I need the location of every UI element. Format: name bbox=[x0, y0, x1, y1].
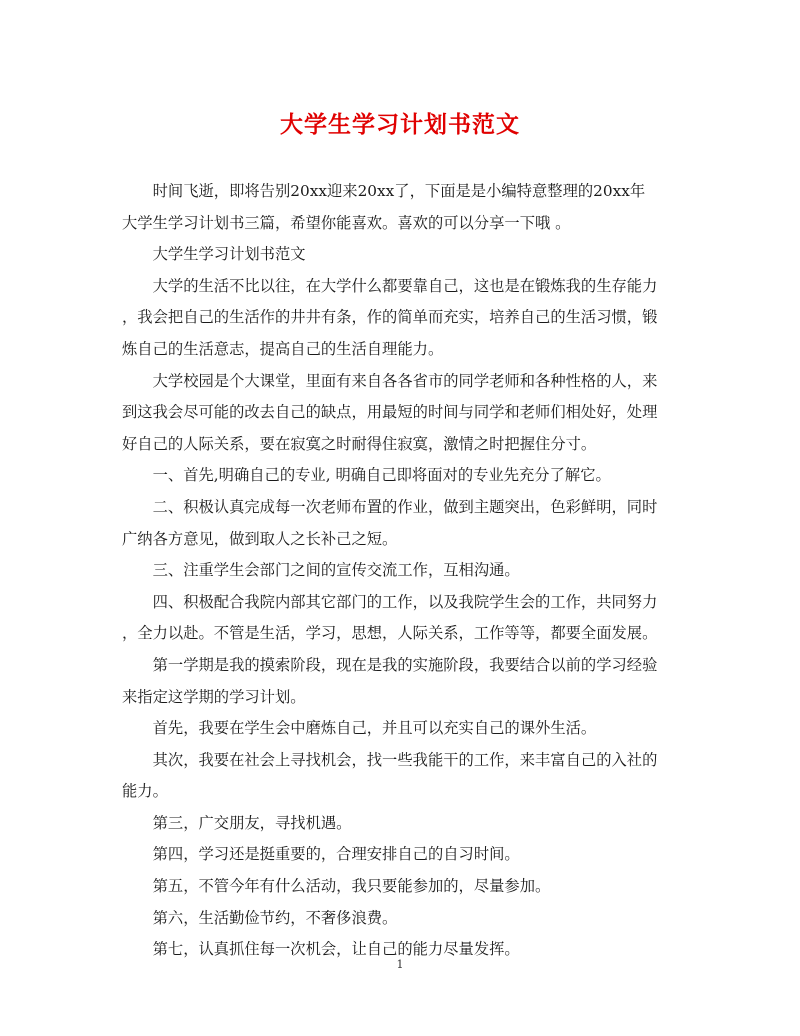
paragraph bbox=[122, 871, 674, 903]
paragraph-line: 好自己的人际关系，要在寂寞之时耐得住寂寞，激情之时把握住分寸。 bbox=[122, 434, 597, 453]
paragraph-line: 其次，我要在社会上寻找机会，找一些我能干的工作，来丰富自己的入社的 bbox=[152, 750, 658, 769]
paragraph-line: ，全力以赴。不管是生活，学习，思想，人际关系，工作等等，都要全面发展。 bbox=[122, 624, 658, 643]
paragraph-line: 大学的生活不比以往，在大学什么都要靠自己，这也是在锻炼我的生存能力 bbox=[152, 276, 658, 295]
paragraph-line: 二、积极认真完成每一次老师布置的作业，做到主题突出，色彩鲜明，同时 bbox=[152, 497, 658, 516]
paragraph bbox=[122, 650, 674, 713]
paragraph bbox=[122, 745, 674, 808]
paragraph-line: 大学生学习计划书三篇，希望你能喜欢。喜欢的可以分享一下哦 。 bbox=[122, 213, 571, 232]
paragraph-line: 来指定这学期的学习计划。 bbox=[122, 687, 306, 706]
paragraph-line: 四、积极配合我院内部其它部门的工作，以及我院学生会的工作，共同努力 bbox=[152, 592, 658, 611]
paragraph bbox=[122, 839, 674, 871]
paragraph bbox=[122, 808, 674, 840]
paragraph-line: 第六，生活勤俭节约，不奢侈浪费。 bbox=[152, 908, 398, 927]
paragraph-line: 第一学期是我的摸索阶段，现在是我的实施阶段，我要结合以前的学习经验 bbox=[152, 655, 658, 674]
paragraph bbox=[122, 492, 674, 555]
paragraph-line: 大学生学习计划书范文 bbox=[152, 245, 306, 264]
paragraph bbox=[122, 366, 674, 461]
paragraph-line: 第七，认真抓住每一次机会，让自己的能力尽量发挥。 bbox=[152, 940, 520, 959]
paragraph bbox=[122, 713, 674, 745]
paragraph-line: 第四，学习还是挺重要的，合理安排自己的自习时间。 bbox=[152, 845, 520, 864]
paragraph bbox=[122, 176, 674, 239]
paragraph-line: 到这我会尽可能的改去自己的缺点，用最短的时间与同学和老师们相处好，处理 bbox=[122, 403, 658, 422]
paragraph-line: 广纳各方意见，做到取人之长补己之短。 bbox=[122, 529, 398, 548]
paragraph-line: 一、首先,明确自己的专业, 明确自己即将面对的专业先充分了解它。 bbox=[152, 466, 611, 485]
paragraph-line: 首先，我要在学生会中磨炼自己，并且可以充实自己的课外生活。 bbox=[152, 719, 597, 738]
paragraph bbox=[122, 555, 674, 587]
paragraph-line: ，我会把自己的生活作的井井有条，作的简单而充实，培养自己的生活习惯，锻 bbox=[122, 308, 658, 327]
paragraph-line: 能力。 bbox=[122, 782, 168, 801]
paragraph-line: 炼自己的生活意志，提高自己的生活自理能力。 bbox=[122, 339, 444, 358]
paragraph-line: 时间飞逝，即将告别20xx迎来20xx了，下面是是小编特意整理的20xx年 bbox=[152, 182, 646, 200]
paragraph bbox=[122, 903, 674, 935]
paragraph bbox=[122, 239, 674, 271]
paragraph-line: 第五，不管今年有什么活动，我只要能参加的，尽量参加。 bbox=[152, 877, 551, 896]
paragraph-line: 第三，广交朋友，寻找机遇。 bbox=[152, 813, 352, 832]
paragraph bbox=[122, 271, 674, 366]
paragraph bbox=[122, 460, 674, 492]
paragraph-line: 三、注重学生会部门之间的宣传交流工作，互相沟通。 bbox=[152, 561, 520, 580]
document-title: 大学生学习计划书范文 bbox=[280, 111, 520, 138]
paragraph-line: 大学校园是个大课堂，里面有来自各各省市的同学老师和各种性格的人，来 bbox=[152, 371, 658, 390]
document-body bbox=[122, 176, 674, 966]
page-number: 1 bbox=[396, 958, 404, 971]
paragraph bbox=[122, 587, 674, 650]
